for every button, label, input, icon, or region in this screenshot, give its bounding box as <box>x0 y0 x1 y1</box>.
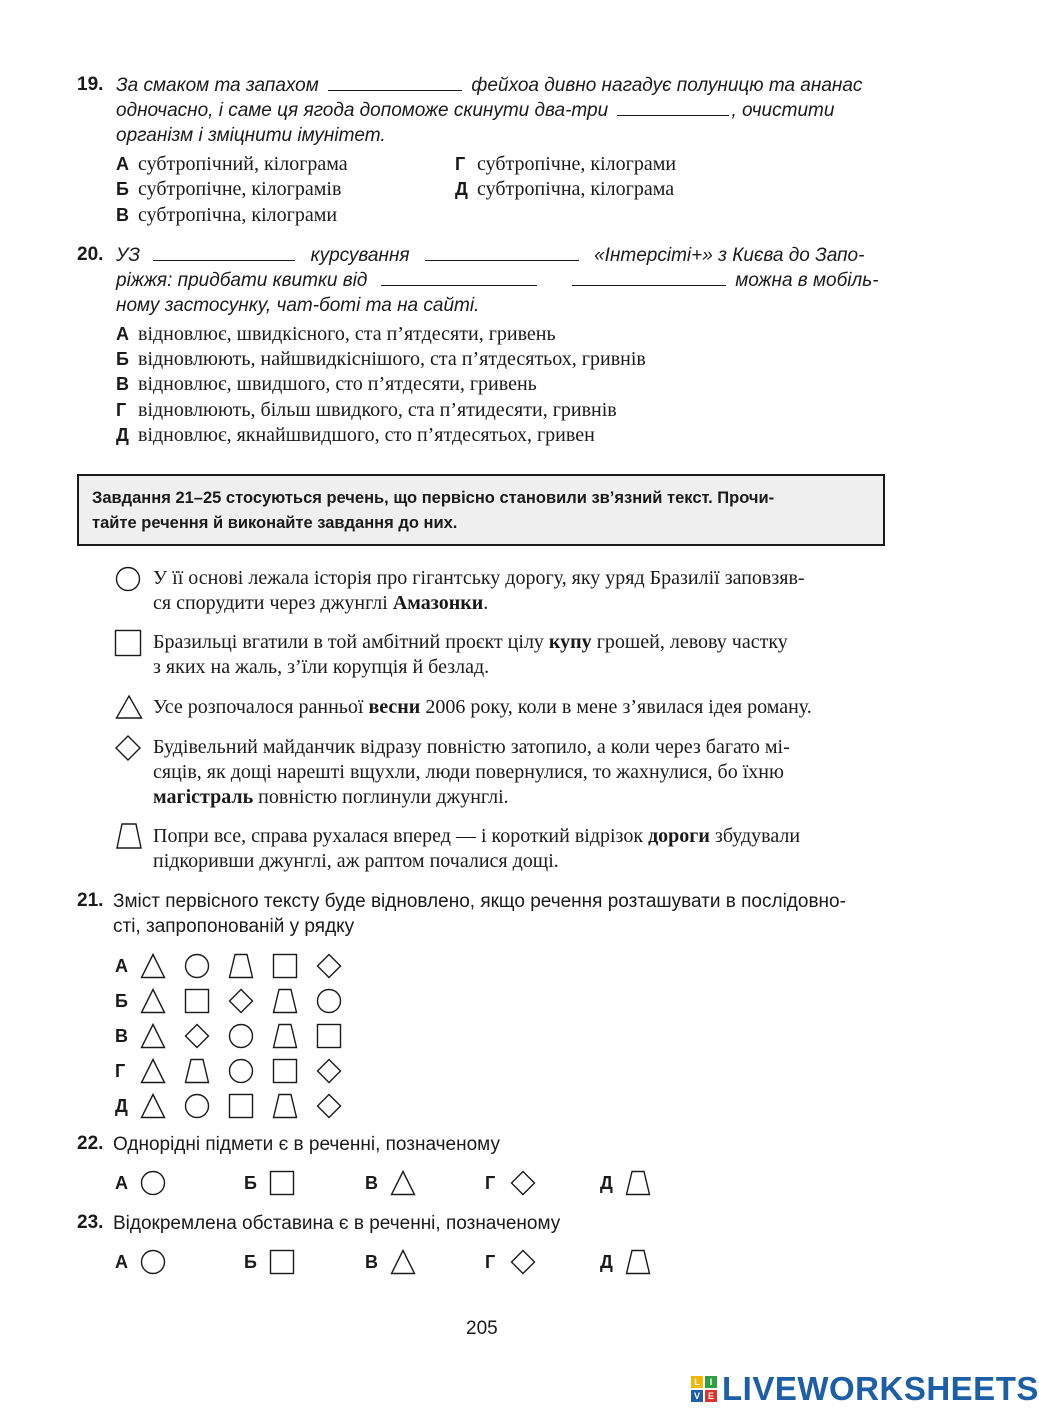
square-icon <box>316 1023 342 1049</box>
trapezoid-icon <box>272 1093 298 1119</box>
trapezoid-icon <box>228 953 254 979</box>
q21-row-letter[interactable]: Д <box>115 1096 128 1116</box>
circle-icon <box>184 1093 210 1119</box>
circle-icon <box>184 953 210 979</box>
circle-icon <box>140 1170 166 1196</box>
q20-blank-2[interactable] <box>425 243 579 261</box>
q19-option-d[interactable]: Д субтропічна, кілограма <box>455 178 675 200</box>
question-20-text <box>116 243 891 318</box>
square-icon <box>272 1058 298 1084</box>
circle-icon <box>228 1058 254 1084</box>
question-23-number: 23. <box>77 1212 104 1233</box>
sentence-square <box>153 630 891 680</box>
square-icon <box>269 1170 295 1196</box>
trapezoid-icon <box>625 1249 651 1275</box>
square-icon <box>269 1249 295 1275</box>
q19-option-h[interactable]: Г субтропічне, кілограми <box>455 153 677 175</box>
q21-row-letter[interactable]: Г <box>115 1061 126 1081</box>
q19-option-a[interactable]: А субтропічний, кілограма <box>116 153 348 175</box>
q20-segment-3: «Інтерсіті+» з Києва до Запо- <box>594 245 865 266</box>
q20-segment-4: ріжжя: придбати квитки від <box>116 270 368 291</box>
q20-segment-2: курсування <box>310 245 410 266</box>
sentence-diamond-line-2: сяців, як дощі нарешті вщухли, люди повернулися, то жахнулися, бо їхню <box>153 761 784 783</box>
q21-row-letter[interactable]: В <box>115 1026 128 1046</box>
diamond-icon <box>184 1023 210 1049</box>
question-21-text: Зміст первісного тексту буде відновлено, якщо речення розташувати в послідовно- сті, запропонованій у рядку <box>113 891 846 937</box>
diamond-icon <box>316 953 342 979</box>
q23-option-letter[interactable]: А <box>115 1252 128 1272</box>
triangle-icon <box>140 988 166 1014</box>
sentence-diamond-line-1: Будівельний майданчик відразу повністю затопило, а коли через багато мі- <box>153 736 790 758</box>
q19-option-b[interactable]: Б субтропічне, кілограмів <box>116 178 342 200</box>
q23-option-letter[interactable]: Г <box>485 1252 496 1272</box>
circle-icon <box>140 1249 166 1275</box>
q20-blank-4[interactable] <box>572 268 726 286</box>
q19-segment-5: організм і зміцнити імунітет. <box>116 125 386 146</box>
q19-segment-3: одночасно, і саме ця ягода допоможе скинути два-три <box>116 100 609 121</box>
square-icon <box>272 953 298 979</box>
question-20-number: 20. <box>77 244 104 265</box>
logo-tile-l: L <box>691 1376 703 1388</box>
q19-segment-2: фейхоа дивно нагадує полуницю та ананас <box>471 75 863 96</box>
q23-option-letter[interactable]: В <box>365 1252 378 1272</box>
q20-segment-1: УЗ <box>116 245 141 266</box>
triangle-icon <box>140 1058 166 1084</box>
question-19-text <box>116 73 891 148</box>
q20-segment-5: можна в мобіль- <box>735 270 879 291</box>
diamond-icon <box>114 734 142 762</box>
q20-option-b[interactable]: Б відновлюють, найшвидкіснішого, ста п’ятдесятьох, гривнів <box>116 348 646 370</box>
q19-blank-2[interactable] <box>617 98 729 116</box>
page-number: 205 <box>466 1318 498 1339</box>
triangle-icon <box>390 1249 416 1275</box>
q20-option-v[interactable]: В відновлює, швидшого, сто п’ятдесяти, гривень <box>116 373 537 395</box>
q21-row-letter[interactable]: Б <box>115 991 128 1011</box>
sentence-diamond <box>153 735 891 810</box>
q20-option-a[interactable]: А відновлює, швидкісного, ста п’ятдесяти, гривень <box>116 323 556 345</box>
diamond-icon <box>228 988 254 1014</box>
sentence-triangle <box>153 695 891 720</box>
sentence-circle-line-2: ся спорудити через джунглі Амазонки. <box>153 592 489 614</box>
diamond-icon <box>510 1249 536 1275</box>
liveworksheets-logo[interactable] <box>691 1371 1039 1407</box>
logo-tile-i: I <box>705 1376 717 1388</box>
sentence-diamond-line-3: магістраль повністю поглинули джунглі. <box>153 786 509 808</box>
q19-segment-1: За смаком та запахом <box>116 75 319 96</box>
q22-option-letter[interactable]: Д <box>600 1173 613 1193</box>
question-22-number: 22. <box>77 1133 104 1154</box>
triangle-icon <box>140 1023 166 1049</box>
triangle-icon <box>140 953 166 979</box>
diamond-icon <box>316 1093 342 1119</box>
q20-blank-1[interactable] <box>153 243 295 261</box>
logo-tile-v: V <box>691 1390 703 1402</box>
question-22-text: Однорідні підмети є в реченні, позначеному <box>113 1134 500 1155</box>
sentence-square-line-1: Бразильці вгатили в той амбітний проєкт цілу купу грошей, левову частку <box>153 631 788 653</box>
question-19-number: 19. <box>77 74 104 95</box>
q20-segment-6: ному застосунку, чат-боті та на сайті. <box>116 295 480 316</box>
question-21-number: 21. <box>77 890 104 911</box>
square-icon <box>184 988 210 1014</box>
square-icon <box>228 1093 254 1119</box>
q20-option-h[interactable]: Г відновлюють, більш швидкого, ста п’ятидесяти, гривнів <box>116 399 617 421</box>
q23-option-letter[interactable]: Д <box>600 1252 613 1272</box>
q22-option-letter[interactable]: В <box>365 1173 378 1193</box>
circle-icon <box>316 988 342 1014</box>
sentence-circle-line-1: У її основі лежала історія про гігантську дорогу, яку уряд Бразилії заповзяв- <box>153 567 805 589</box>
sentence-square-line-2: з яких на жаль, з’їли корупція й безлад. <box>153 656 490 678</box>
logo-wordmark: LIVEWORKSHEETS <box>722 1370 1039 1407</box>
q19-option-v[interactable]: В субтропічна, кілограми <box>116 204 338 226</box>
circle-icon <box>228 1023 254 1049</box>
diamond-icon <box>316 1058 342 1084</box>
trapezoid-icon <box>625 1170 651 1196</box>
triangle-icon <box>115 694 143 720</box>
q23-option-letter[interactable]: Б <box>244 1252 257 1272</box>
sentence-trapezoid <box>153 824 891 874</box>
q22-option-letter[interactable]: Б <box>244 1173 257 1193</box>
circle-icon <box>115 566 141 592</box>
question-23-text: Відокремлена обставина є в реченні, позначеному <box>113 1213 561 1234</box>
triangle-icon <box>140 1093 166 1119</box>
sentence-triangle-line-1: Усе розпочалося ранньої весни 2006 року, коли в мене з’явилася ідея роману. <box>153 696 812 718</box>
task-box-line-2: тайте речення й виконайте завдання до них. <box>92 514 458 532</box>
logo-tile-e: E <box>705 1390 717 1402</box>
triangle-icon <box>390 1170 416 1196</box>
trapezoid-icon <box>184 1058 210 1084</box>
task-box-line-1: Завдання 21–25 стосуються речень, що первісно становили зв’язний текст. Прочи- <box>92 489 775 507</box>
q22-option-letter[interactable]: А <box>115 1173 128 1193</box>
sentence-trapezoid-line-2: підкоривши джунглі, аж раптом почалися дощі. <box>153 850 559 872</box>
q20-blank-3[interactable] <box>381 268 537 286</box>
trapezoid-icon <box>272 988 298 1014</box>
diamond-icon <box>510 1170 536 1196</box>
trapezoid-icon <box>272 1023 298 1049</box>
square-icon <box>114 629 142 657</box>
sentence-trapezoid-line-1: Попри все, справа рухалася вперед — і короткий відрізок дороги збудували <box>153 825 801 847</box>
trapezoid-icon <box>115 822 143 850</box>
q21-row-letter[interactable]: А <box>115 956 128 976</box>
task-instructions-box <box>77 474 885 546</box>
q22-option-letter[interactable]: Г <box>485 1173 496 1193</box>
q19-blank-1[interactable] <box>328 73 462 91</box>
logo-tiles-icon <box>691 1376 717 1402</box>
sentence-circle <box>153 566 891 616</box>
q19-segment-4: , очистити <box>731 100 835 121</box>
q20-option-d[interactable]: Д відновлює, якнайшвидшого, сто п’ятдесятьох, гривен <box>116 424 595 446</box>
